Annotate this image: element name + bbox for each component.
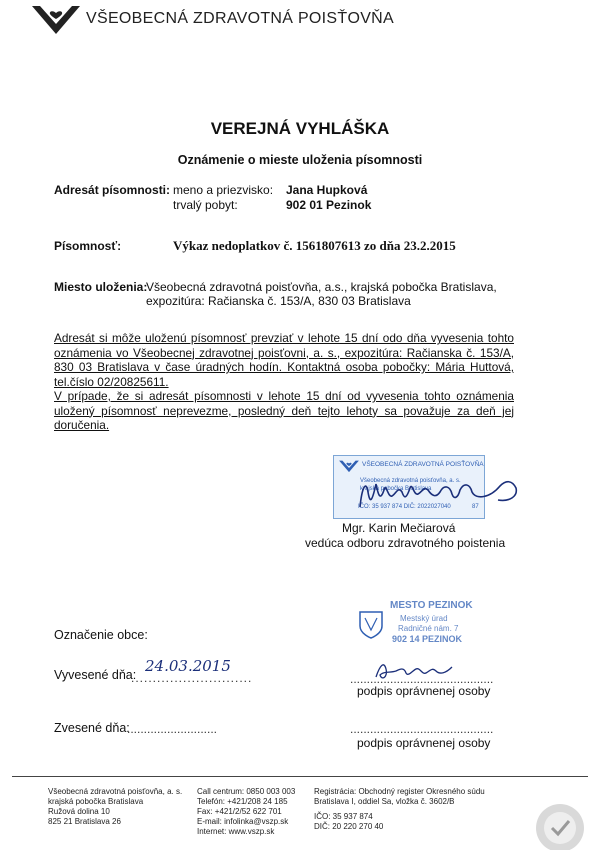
footer-contact xyxy=(197,787,295,837)
city-stamp-line1: MESTO PEZINOK xyxy=(390,600,473,611)
signature-caption-1: podpis oprávnenej osoby xyxy=(357,684,491,698)
footer-address-line: Všeobecná zdravotná poisťovňa, a. s. xyxy=(48,787,183,796)
location-line2: expozitúra: Račianska č. 153/A, 830 03 Bratislava xyxy=(146,294,411,308)
signature-line-2: ........................................... xyxy=(350,722,494,736)
removed-label: Zvesené dňa: xyxy=(54,721,130,735)
location-line1: Všeobecná zdravotná poisťovňa, a.s., krajská pobočka Bratislava, xyxy=(146,280,497,294)
page-title: VEREJNÁ VYHLÁŠKA xyxy=(210,119,390,138)
designation-label: Označenie obce: xyxy=(54,628,148,642)
residence-value: 902 01 Pezinok xyxy=(286,198,372,212)
notice-paragraph-2: V prípade, že si adresát písomnosti v lehote 15 dní od vyvesenia tohto oznámenia uložený písomnosť neprevezme, posledný deň tejto lehoty sa považuje za deň jej doručenia. xyxy=(54,389,514,432)
stamp-org: VŠEOBECNÁ ZDRAVOTNÁ POISŤOVŇA xyxy=(362,461,484,468)
document-value: Výkaz nedoplatkov č. 1561807613 zo dňa 23.2.2015 xyxy=(173,238,456,253)
subtitle: Oznámenie o mieste uloženia písomnosti xyxy=(177,153,423,167)
footer-contact-line: Internet: www.vszp.sk xyxy=(197,827,275,836)
footer-registration-line: Registrácia: Obchodný register Okresného súdu xyxy=(314,787,485,796)
footer-contact-line: Fax: +421/2/52 622 701 xyxy=(197,807,282,816)
footer-contact-line: Telefón: +421/208 24 185 xyxy=(197,797,288,806)
posted-dots: ............................ xyxy=(131,671,253,685)
name-value: Jana Hupková xyxy=(286,183,368,197)
city-stamp-line3: Radničné nám. 7 xyxy=(398,624,459,633)
signature-line-1: ........................................... xyxy=(350,672,494,686)
stamp-line2: krajská pobočka Bratislava xyxy=(360,486,432,492)
location-label: Miesto uloženia: xyxy=(54,280,148,294)
footer-registration-line: Bratislava I, oddiel Sa, vložka č. 3602/B xyxy=(314,797,455,806)
footer-address-line: 825 21 Bratislava 26 xyxy=(48,817,121,826)
footer-ids xyxy=(314,812,383,832)
notice-text xyxy=(54,331,514,433)
name-label: meno a priezvisko: xyxy=(173,183,274,197)
footer-address-line: Ružová dolina 10 xyxy=(48,807,110,816)
org-name: VŠEOBECNÁ ZDRAVOTNÁ POISŤOVŇA xyxy=(86,10,395,27)
stamp-num: 87 xyxy=(472,504,479,510)
signatory-name: Mgr. Karin Mečiarová xyxy=(342,521,456,535)
vszp-logo-icon xyxy=(30,2,82,36)
footer-id-line: IČO: 35 937 874 xyxy=(314,812,373,821)
coat-of-arms-icon xyxy=(358,610,384,640)
footer-address-line: krajská pobočka Bratislava xyxy=(48,797,144,806)
city-stamp-line4: 902 14 PEZINOK xyxy=(392,634,463,644)
footer-contact-line: E-mail: infolinka@vszp.sk xyxy=(197,817,289,826)
signature-caption-2: podpis oprávnenej osoby xyxy=(357,736,491,750)
footer-registration xyxy=(314,787,485,807)
posted-label: Vyvesené dňa: xyxy=(54,668,137,682)
signatory-position: vedúca odboru zdravotného poistenia xyxy=(305,536,506,550)
removed-dots: ........................... xyxy=(127,722,218,736)
stamp-line1: Všeobecná zdravotná poisťovňa, a. s. xyxy=(360,478,461,484)
quality-cert-icon xyxy=(532,800,588,850)
director-signature xyxy=(340,462,540,522)
city-stamp-line2: Mestský úrad xyxy=(400,614,448,623)
footer-address xyxy=(48,787,182,827)
document-label: Písomnosť: xyxy=(54,239,122,253)
notice-paragraph-1: Adresát si môže uloženú písomnosť prevziať v lehote 15 dní odo dňa vyvesenia tohto oznámenia vo Všeobecnej zdravotnej poisťovni, a. s., expozitúra: Račianska č. 153/A, 830 03 Bratislava v čase úradných hodín. Kontaktná osoba pobočky: Mária Huttová, tel.číslo 02/20825611. xyxy=(54,331,514,389)
footer-divider xyxy=(12,776,588,777)
footer-contact-line: Call centrum: 0850 003 003 xyxy=(197,787,296,796)
stamp-ico: IČO: 35 937 874 DIČ: 2022027040 xyxy=(358,504,451,510)
posted-date: 24.03.2015 xyxy=(145,657,231,675)
addressee-label: Adresát písomnosti: xyxy=(54,183,171,197)
residence-label: trvalý pobyt: xyxy=(173,198,238,212)
footer-id-line: DIČ: 20 220 270 40 xyxy=(314,822,384,831)
